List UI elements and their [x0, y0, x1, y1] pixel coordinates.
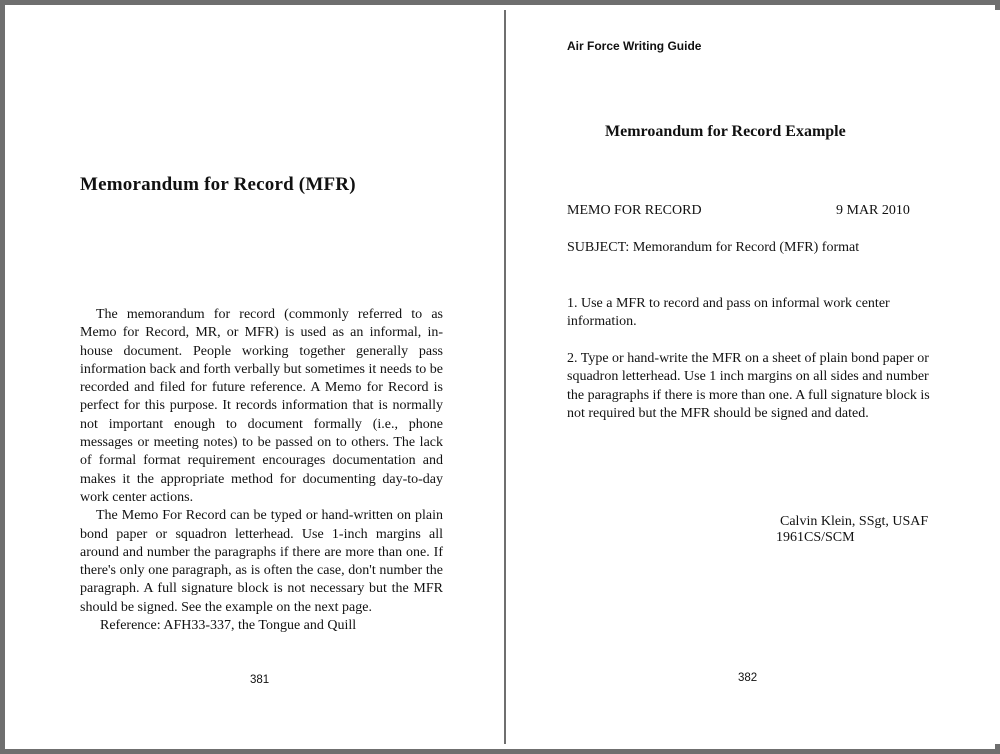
left-page — [10, 10, 504, 744]
memo-paragraph: 1. Use a MFR to record and pass on informal work center information. — [567, 296, 890, 330]
running-header: Air Force Writing Guide — [567, 39, 702, 53]
page-number: 381 — [250, 674, 270, 686]
page-title: Memroandum for Record Example — [605, 123, 846, 140]
signature-name: Calvin Klein, SSgt, USAF — [780, 514, 929, 529]
reference-line: Reference: AFH33-337, the Tongue and Quill — [100, 618, 357, 634]
memo-date: 9 MAR 2010 — [836, 203, 910, 218]
signature-office: 1961CS/SCM — [776, 530, 855, 545]
body-text — [80, 306, 443, 635]
right-page — [506, 10, 1000, 744]
memo-subject: SUBJECT: Memorandum for Record (MFR) format — [567, 240, 860, 255]
memo-heading: MEMO FOR RECORD — [567, 203, 702, 218]
page-number: 382 — [738, 672, 758, 684]
page-title: Memorandum for Record (MFR) — [80, 174, 356, 195]
body-paragraph: The memorandum for record (commonly referred to as Memo for Record, MR, or MFR) is used as an informal, in-house document. People working together generally pass information back and forth verbally but sometimes it needs to be recorded and filed for future reference. A Memo for Record is perfect for this purpose. It records information that is normally not important enough to document formally (i.e., phone messages or meeting notes) to be passed on to others. The lack of formal format requirement encourages documentation and makes it the appropriate method for documenting day-to-day work center actions. — [80, 307, 443, 505]
body-paragraph: The Memo For Record can be typed or hand-written on plain bond paper or squadron letterhead. Use 1-inch margins all around and number the paragraphs if there are more than one. If there's only one paragraph, as is often the case, don't number the paragraph. A full signature block is not necessary but the MFR should be signed. See the example on the next page. — [80, 508, 443, 615]
memo-paragraph: 2. Type or hand-write the MFR on a sheet of plain bond paper or squadron letterhead. Use 1 inch margins on all sides and number the paragraphs if there is more than one. A full signature block is not required but the MFR should be signed and dated. — [567, 351, 930, 421]
